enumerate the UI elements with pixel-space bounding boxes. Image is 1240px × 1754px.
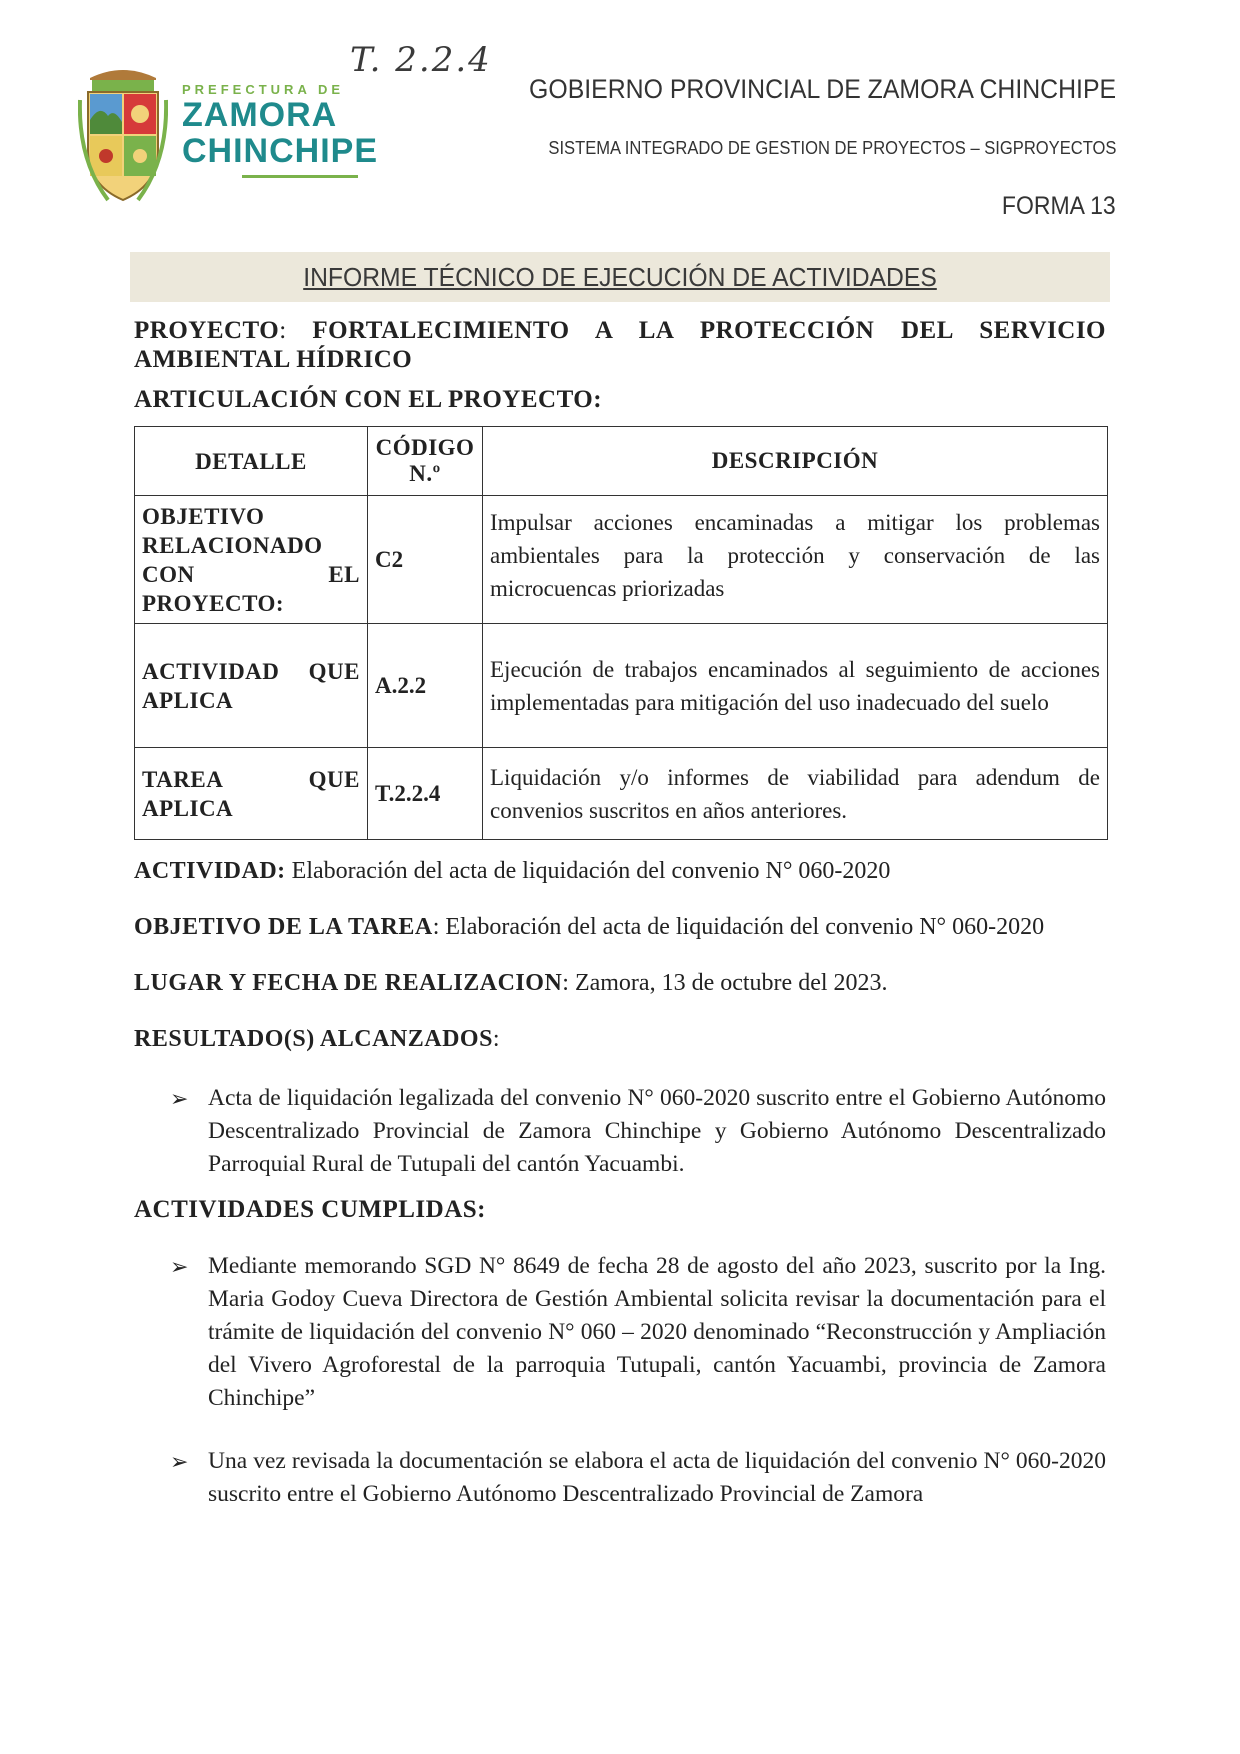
list-item-text: Una vez revisada la documentación se elabora el acta de liquidación del convenio N° 060-2020 suscrito entre el Gobierno Autónomo Descentralizado Provincial de Zamora [208, 1448, 1106, 1507]
place-date-line: LUGAR Y FECHA DE REALIZACION: Zamora, 13 de octubre del 2023. [134, 970, 888, 996]
row-description: Ejecución de trabajos encaminados al seguimiento de acciones implementadas para mitigación del uso inadecuado del suelo [483, 624, 1108, 748]
logo-underline [242, 175, 358, 178]
results-heading: RESULTADO(S) ALCANZADOS [134, 1026, 493, 1052]
project-line: PROYECTO: FORTALECIMIENTO A LA PROTECCIÓN DEL SERVICIO AMBIENTAL HÍDRICO [134, 317, 1107, 373]
row-detail: OBJETIVO RELACIONADO CON EL PROYECTO: [135, 496, 368, 624]
row-code: A.2.2 [368, 624, 483, 748]
project-value: FORTALECIMIENTO A LA PROTECCIÓN DEL SERVICIO AMBIENTAL HÍDRICO [134, 317, 1107, 373]
row-code: T.2.2.4 [368, 748, 483, 840]
objective-label: OBJETIVO DE LA TAREA [134, 914, 433, 940]
header-code: CÓDIGO N.º [368, 427, 483, 496]
arrow-bullet-icon: ➢ [170, 1449, 189, 1474]
results-list [170, 1082, 1106, 1181]
activity-value: Elaboración del acta de liquidación del convenio N° 060-2020 [291, 858, 891, 884]
list-item [170, 1082, 1106, 1181]
row-description: Impulsar acciones encaminadas a mitigar los problemas ambientales para la protección y conservación de las microcuencas priorizadas [483, 496, 1108, 624]
title-banner [130, 252, 1110, 302]
logo-wordmark [182, 82, 378, 178]
results-heading-line: RESULTADO(S) ALCANZADOS: [134, 1026, 500, 1052]
objective-value: Elaboración del acta de liquidación del convenio N° 060-2020 [445, 914, 1045, 940]
government-title: GOBIERNO PROVINCIAL DE ZAMORA CHINCHIPE [528, 74, 1116, 104]
row-description: Liquidación y/o informes de viabilidad para adendum de convenios suscritos en años anteriores. [483, 748, 1108, 840]
arrow-bullet-icon: ➢ [170, 1254, 189, 1279]
articulation-heading: ARTICULACIÓN CON EL PROYECTO: [134, 386, 603, 413]
row-code: C2 [368, 496, 483, 624]
table-row [135, 748, 1108, 840]
list-item [170, 1250, 1106, 1415]
table-header-row [135, 427, 1108, 496]
table-row [135, 624, 1108, 748]
place-date-label: LUGAR Y FECHA DE REALIZACION [134, 970, 563, 996]
logo-line-zamora: ZAMORA [182, 96, 338, 134]
table-row [135, 496, 1108, 624]
activity-line [134, 858, 1106, 885]
handwritten-note: T. 2.2.4 [350, 40, 492, 80]
list-item-text: Acta de liquidación legalizada del convenio N° 060-2020 suscrito entre el Gobierno Autónomo Descentralizado Provincial de Zamora Chinchipe y Gobierno Autónomo Descentralizado Parroquial Rural de Tutupali del cantón Yacuambi. [208, 1085, 1106, 1177]
header-detail: DETALLE [135, 427, 368, 496]
activity-label: ACTIVIDAD: [134, 858, 286, 884]
system-title: SISTEMA INTEGRADO DE GESTION DE PROYECTOS – SIGPROYECTOS [547, 138, 1116, 158]
arrow-bullet-icon: ➢ [170, 1086, 189, 1111]
completed-list [170, 1250, 1106, 1511]
prefecture-logo [78, 60, 379, 210]
coat-of-arms-icon [78, 60, 168, 210]
list-item [170, 1445, 1106, 1511]
completed-heading: ACTIVIDADES CUMPLIDAS: [134, 1196, 487, 1223]
row-detail: TAREA QUE APLICA [135, 748, 368, 840]
report-title: INFORME TÉCNICO DE EJECUCIÓN DE ACTIVIDADES [303, 262, 937, 292]
project-label: PROYECTO [134, 317, 280, 344]
form-number: FORMA 13 [1002, 192, 1116, 220]
row-detail: ACTIVIDAD QUE APLICA [135, 624, 368, 748]
header-description: DESCRIPCIÓN [483, 427, 1108, 496]
logo-line-chinchipe: CHINCHIPE [182, 132, 379, 170]
logo-small-text: PREFECTURA DE [182, 82, 345, 97]
objective-line: OBJETIVO DE LA TAREA: Elaboración del acta de liquidación del convenio N° 060-2020 [134, 914, 1045, 940]
list-item-text: Mediante memorando SGD N° 8649 de fecha 28 de agosto del año 2023, suscrito por la Ing. Maria Godoy Cueva Directora de Gestión Ambiental solicita revisar la documentación para el trámite de liquidación del convenio N° 060 – 2020 denominado “Reconstrucción y Ampliación del Vivero Agroforestal de la parroquia Tutupali, cantón Yacuambi, provincia de Zamora Chinchipe” [208, 1253, 1106, 1411]
place-date-value: Zamora, 13 de octubre del 2023. [574, 970, 888, 996]
articulation-table [134, 426, 1108, 840]
